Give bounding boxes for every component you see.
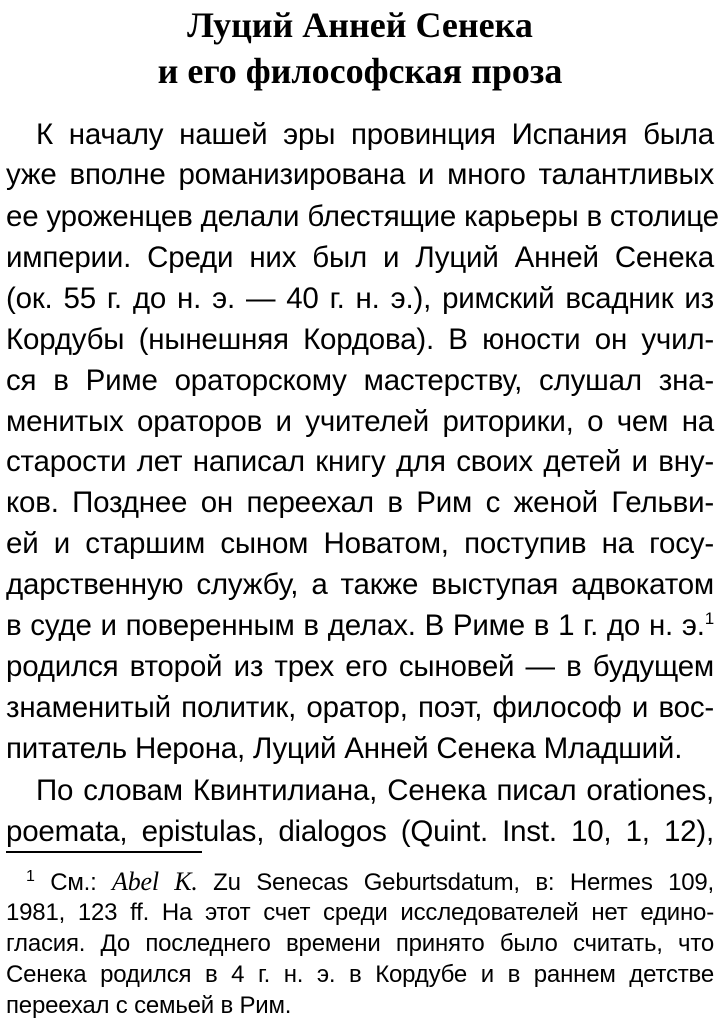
page-title-line-1: Луций Анней Сенека — [187, 5, 533, 45]
footnote-line: Сенека родился в 4 г. н. э. в Кордубе и в раннем детстве — [6, 961, 714, 988]
body-line: (ок. 55 г. до н. э. — 40 г. н. э.), римский всадник из — [6, 282, 714, 315]
page-title-line-2: и его философская проза — [157, 51, 563, 91]
footnote-line — [26, 866, 714, 898]
footnote-reference[interactable]: 1 — [704, 609, 714, 628]
body-line: питатель Нерона, Луций Анней Сенека Младший. — [6, 732, 683, 765]
body-line-with-footnote-ref — [6, 607, 714, 645]
footnote-author: Abel K. — [112, 867, 198, 896]
footnote-line: 1981, 123 ff. На этот счет среди исследователей нет едино- — [6, 899, 714, 926]
footnote-line: переехал с семьей в Рим. — [6, 992, 292, 1019]
body-line: ков. Позднее он переехал в Рим с женой Гельви- — [6, 486, 714, 519]
footnote-citation: Zu Senecas Geburtsdatum, в: Hermes 109, — [213, 869, 715, 896]
body-line: старости лет написал книгу для своих детей и вну- — [6, 445, 714, 478]
body-line: По словам Квинтилиана, Сенека писал orationes, — [36, 774, 714, 807]
body-line: Кордубы (нынешняя Кордова). В юности он учил- — [6, 323, 714, 356]
footnote-divider — [6, 851, 202, 853]
body-line: империи. Среди них был и Луций Анней Сенека — [6, 241, 714, 274]
body-line: poemata, epistulas, dialogos (Quint. Inst. 10, 1, 12), — [6, 815, 714, 848]
body-line: дарственную службу, а также выступая адвокатом — [6, 568, 714, 601]
body-line: родился второй из трех его сыновей — в будущем — [6, 650, 714, 683]
body-line: ся в Риме ораторскому мастерству, слушал зна- — [6, 364, 714, 397]
body-line: ей и старшим сыном Новатом, поступив на госу- — [6, 527, 714, 560]
footnote-number: 1 — [26, 868, 35, 885]
body-line: знаменитый политик, оратор, поэт, философ и вос- — [6, 691, 714, 724]
footnote-prefix: См.: — [50, 869, 97, 896]
body-line: ее уроженцев делали блестящие карьеры в столице — [6, 200, 719, 233]
footnote-line: гласия. До последнего времени принято было считать, что — [6, 930, 714, 957]
body-line-text: в суде и поверенным в делах. В Риме в 1 г. до н. э. — [6, 609, 705, 642]
body-line: уже вполне романизирована и много талантливых — [6, 158, 714, 191]
body-line: К началу нашей эры провинция Испания была — [36, 118, 714, 151]
body-line: менитых ораторов и учителей риторики, о чем на — [6, 405, 714, 438]
